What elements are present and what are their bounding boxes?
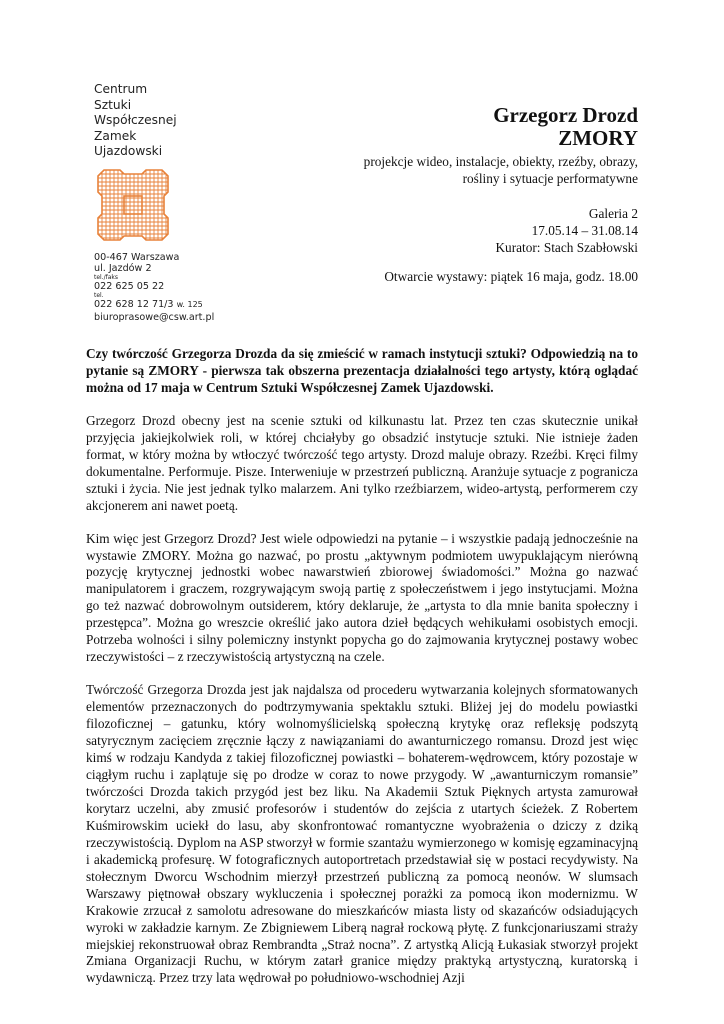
tel-number <box>94 299 214 310</box>
street-address: ul. Jazdów 2 <box>94 263 152 274</box>
logo-name-line: Współczesnej <box>94 113 177 128</box>
tel-label: tel. <box>94 292 104 299</box>
body-paragraph: Grzegorz Drozd obecny jest na scenie sztuki od kilkunastu lat. Przez ten czas skutecznie unikał przyjęcia jakiejkolwiek roli, w której chciałyby go obsadzić instytucje sztuki. Nie istnieje żaden format, w który można by wtłoczyć twórczość tego artysty. Drozd maluje obrazy. Rzeźbi. Kręci filmy dokumentalne. Performuje. Pisze. Interweniuje w przestrzeń publiczną. Aranżuje sytuacje z pogranicza sztuki i życia. Nie jest jednak tylko malarzem. Ani tylko rzeźbiarzem, wideo-artystą, performerem czy akcjonerem ani nawet poetą. <box>86 412 638 513</box>
logo-name-line: Sztuki <box>94 97 132 112</box>
tel-main: 022 628 12 71/3 <box>94 299 174 310</box>
postal-address: 00-467 Warszawa <box>94 252 180 263</box>
institution-name <box>94 82 177 160</box>
press-release-body <box>86 346 638 1003</box>
exhibition-header <box>298 103 638 285</box>
tel-fax-label: tel./faks <box>94 274 119 281</box>
artist-name: Grzegorz Drozd <box>493 103 638 127</box>
exhibition-title: ZMORY <box>558 126 638 150</box>
logo-name-line: Zamek <box>94 128 137 143</box>
body-paragraph: Kim więc jest Grzegorz Drozd? Jest wiele odpowiedzi na pytanie – i wszystkie padają jednocześnie na wystawie ZMORY. Można go nazwać, po prostu „aktywnym podmiotem uwypuklającym nierówną pozycję krytycznej jednostki wobec nawarstwień zbiorowej świadomości.” Można go nazwać manipulatorem i graczem, rozgrywającym swoją partię z społeczeństwem i jego instytucjami. Można go też nazwać dobrowolnym outsiderem, który deklaruje, że „artysta to dla mnie banita społeczny i przestępca”. Można go wreszcie określić jako autora dzieł będących wehikułami osobistych emocji. Potrzeba wolności i silny polemiczny instynkt popycha go do zajmowania krytycznej postawy wobec rzeczywistości – z rzeczywistością artystyczną na czele. <box>86 530 638 665</box>
press-email[interactable]: biuroprasowe@csw.art.pl <box>94 312 215 323</box>
curator: Kurator: Stach Szabłowski <box>495 240 638 255</box>
exhibition-description: rośliny i sytuacje performatywne <box>462 171 638 186</box>
body-paragraph: Twórczość Grzegorza Drozda jest jak najdalsza od procederu wytwarzania kolejnych sformatowanych elementów przeznaczonych do podtrzymywania spektaklu sztuki. Bliżej jej do modelu powiastki filozoficznej – gatunku, który wolnomyślicielską społeczną krytykę oraz refleksję podszytą satyrycznym zacięciem zręcznie łączy z nawiązaniami do awanturniczego romansu. Drozd jest więc kimś w rodzaju Kandyda z takiej filozoficznej powiastki – bohaterem-wędrowcem, który pozostaje w ciągłym ruchu i zaplątuje się po drodze w coraz to nowe przygody. W „awanturniczym romansie” twórczości Drozda takich przygód jest bez liku. Na Akademii Sztuk Pięknych artysta zamurował korytarz uczelni, aby zmusić profesorów i studentów do zejścia z utartych ścieżek. Z Robertem Kuśmirowskim uciekł do lasu, aby skonfrontować romantyczne wyobrażenia o dziczy z dziką rzeczywistością. Dyplom na ASP stworzył w formie szantażu wymierzonego w komisję egzaminacyjną i akademicką profesurę. W fotograficznych autoportretach przedstawiał się w postaci recydywisty. Na stołecznym Dworcu Wschodnim mierzył przestrzeń publiczną za pomocą neonów. W slumsach Warszawy piętnował obszary wykluczenia i społecznej porażki za pomocą ikon modernizmu. W Krakowie zrzucał z samolotu adresowane do mieszkańców miasta listy od skazańców odsiadujących wyroki w zakładzie karnym. Ze Zbigniewem Liberą nagrał rockową płytę. Z funkcjonariuszami straży miejskiej rekonstruował obraz Rembrandta „Straż nocna”. Z artystką Alicją Łukasiak stworzył projekt Zmiana Organizacji Ruchu, w którym zatarł granice między praktyką artystyczną, kuratorską i wydawniczą. Przez trzy lata wędrował po południowo-wschodniej Azji <box>86 682 638 986</box>
opening-info: Otwarcie wystawy: piątek 16 maja, godz. 18.00 <box>384 269 638 284</box>
tel-fax-number: 022 625 05 22 <box>94 281 165 292</box>
logo-name-line: Centrum <box>94 82 148 96</box>
gallery-name: Galeria 2 <box>588 206 638 221</box>
exhibition-dates: 17.05.14 – 31.08.14 <box>531 223 638 238</box>
exhibition-description: projekcje wideo, instalacje, obiekty, rzeźby, obrazy, <box>363 154 638 169</box>
castle-grid-emblem <box>92 164 174 246</box>
logo-name-line: Ujazdowski <box>94 144 163 159</box>
contact-info <box>94 252 214 323</box>
lead-paragraph: Czy twórczość Grzegorza Drozda da się zmieścić w ramach instytucji sztuki? Odpowiedzią na to pytanie są ZMORY - pierwsza tak obszerna prezentacja działalności tego artysty, którą oglądać można od 17 maja w Centrum Sztuki Współczesnej Zamek Ujazdowski. <box>86 346 638 395</box>
tel-ext: w. 125 <box>176 300 203 309</box>
